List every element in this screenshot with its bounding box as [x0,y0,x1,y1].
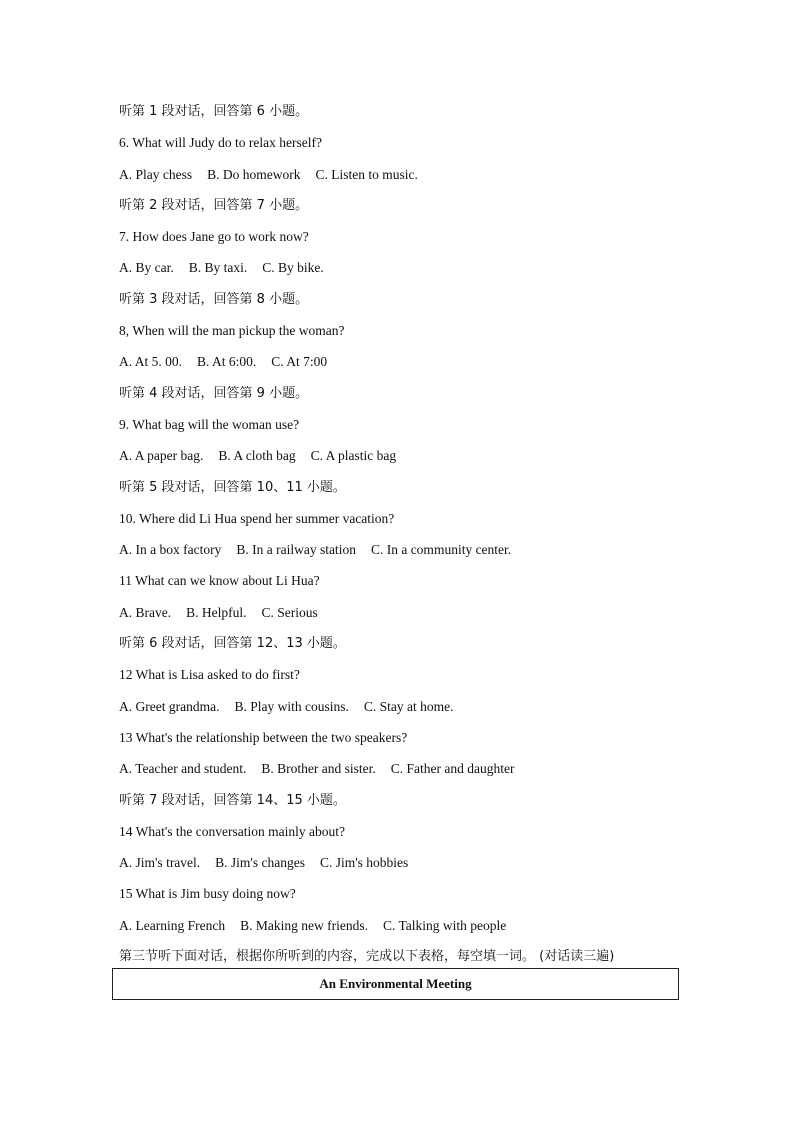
answer-options [119,444,719,475]
answer-options [119,256,719,287]
answer-option: C. In a community center. [370,542,512,558]
answer-option: B. Helpful. [186,604,247,620]
answer-option: B. By taxi. [188,260,248,276]
answer-option: B. In a railway station [236,542,356,558]
answer-option: A. In a box factory [119,542,222,558]
question-text: 15 What is Jim busy doing now? [119,886,296,902]
question-text: 13 What's the relationship between the two speakers? [119,729,408,745]
answer-option: A. A paper bag. [119,448,204,464]
answer-option: B. A cloth bag [218,448,296,464]
table-header-box [112,968,679,1000]
segment-heading: 听第 1 段对话，回答第 6 小题。 [119,104,309,119]
question-text: 11 What can we know about Li Hua? [119,573,320,589]
answer-option: C. A plastic bag [310,448,397,464]
question-text: 6. What will Judy do to relax herself? [119,135,322,151]
segment-heading: 听第 4 段对话，回答第 9 小题。 [119,385,309,401]
answer-option: A. Teacher and student. [119,761,247,777]
answer-option: B. At 6:00. [197,354,257,370]
answer-option: B. Do homework [207,166,301,182]
segment-heading: 听第 2 段对话，回答第 7 小题。 [119,197,309,213]
section-3-instruction: 第三节听下面对话，根据你所听到的内容，完成以下表格，每空填一词。 (对话读三遍) [119,949,615,965]
segment-heading: 听第 5 段对话，回答第 10、11 小题。 [119,479,346,495]
answer-option: A. Brave. [119,604,172,620]
answer-option: A. Play chess [119,166,193,182]
answer-option: C. Jim's hobbies [319,855,409,871]
segment-heading: 听第 7 段对话，回答第 14、15 小题。 [119,792,346,808]
answer-option: A. By car. [119,260,174,276]
answer-option: C. Listen to music. [315,166,418,182]
table-title: An Environmental Meeting [319,976,472,991]
question-text: 14 What's the conversation mainly about? [119,823,345,839]
question-text: 8, When will the man pickup the woman? [119,323,345,339]
answer-option: C. Serious [261,604,318,620]
question-text: 12 What is Lisa asked to do first? [119,667,300,683]
answer-option: B. Jim's changes [215,855,305,871]
answer-options [119,538,719,569]
exam-document [119,100,719,976]
answer-option: A. Learning French [119,917,226,933]
answer-option: C. Talking with people [382,917,507,933]
answer-option: A. At 5. 00. [119,354,183,370]
segment-heading: 听第 6 段对话，回答第 12、13 小题。 [119,636,346,652]
answer-options [119,757,719,788]
answer-options [119,601,719,632]
answer-option: B. Brother and sister. [261,761,376,777]
answer-option: A. Greet grandma. [119,698,220,714]
answer-option: C. Stay at home. [363,698,454,714]
answer-options [119,914,719,945]
answer-option: C. At 7:00 [271,354,328,370]
answer-option: C. By bike. [262,260,324,276]
answer-options [119,350,719,381]
question-text: 10. Where did Li Hua spend her summer vacation? [119,510,395,526]
answer-option: B. Making new friends. [240,917,368,933]
answer-option: A. Jim's travel. [119,855,201,871]
answer-option: C. Father and daughter [390,761,515,777]
answer-options [119,695,719,726]
question-text: 7. How does Jane go to work now? [119,229,309,245]
question-text: 9. What bag will the woman use? [119,416,300,432]
answer-option: B. Play with cousins. [234,698,349,714]
answer-options [119,851,719,882]
answer-options [119,163,719,194]
segment-heading: 听第 3 段对话，回答第 8 小题。 [119,291,309,307]
